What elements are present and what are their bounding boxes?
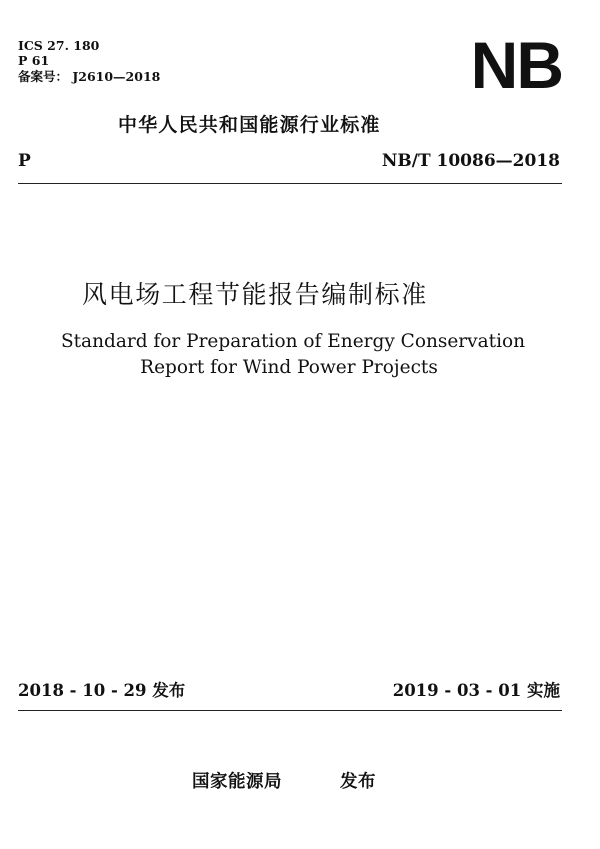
- record-number: 备案号： J2610—2018: [18, 69, 161, 84]
- title-english-line1: Standard for Preparation of Energy Conservation: [60, 331, 526, 352]
- implementation-date-block: [393, 680, 560, 702]
- issue-date: 2018 - 10 - 29: [18, 681, 147, 700]
- top-divider: [18, 183, 562, 184]
- publisher-action: 发布: [340, 772, 376, 792]
- organization-title: 中华人民共和国能源行业标准: [118, 114, 381, 136]
- bottom-divider: [18, 710, 562, 711]
- issue-label: 发布: [152, 681, 186, 700]
- implementation-date: 2019 - 03 - 01: [392, 681, 522, 700]
- title-english-line2: Report for Wind Power Projects: [140, 357, 438, 378]
- publisher-name: 国家能源局: [192, 772, 282, 792]
- classification-code: P 61: [18, 53, 50, 68]
- issue-date-block: [18, 680, 185, 702]
- title-chinese: 风电场工程节能报告编制标准: [82, 280, 428, 309]
- ics-code: ICS 27. 180: [18, 38, 100, 53]
- standard-number: NB/T 10086—2018: [381, 151, 560, 171]
- nb-logo: NB: [470, 28, 562, 102]
- classification-letter: P: [18, 151, 31, 171]
- implementation-label: 实施: [527, 681, 560, 700]
